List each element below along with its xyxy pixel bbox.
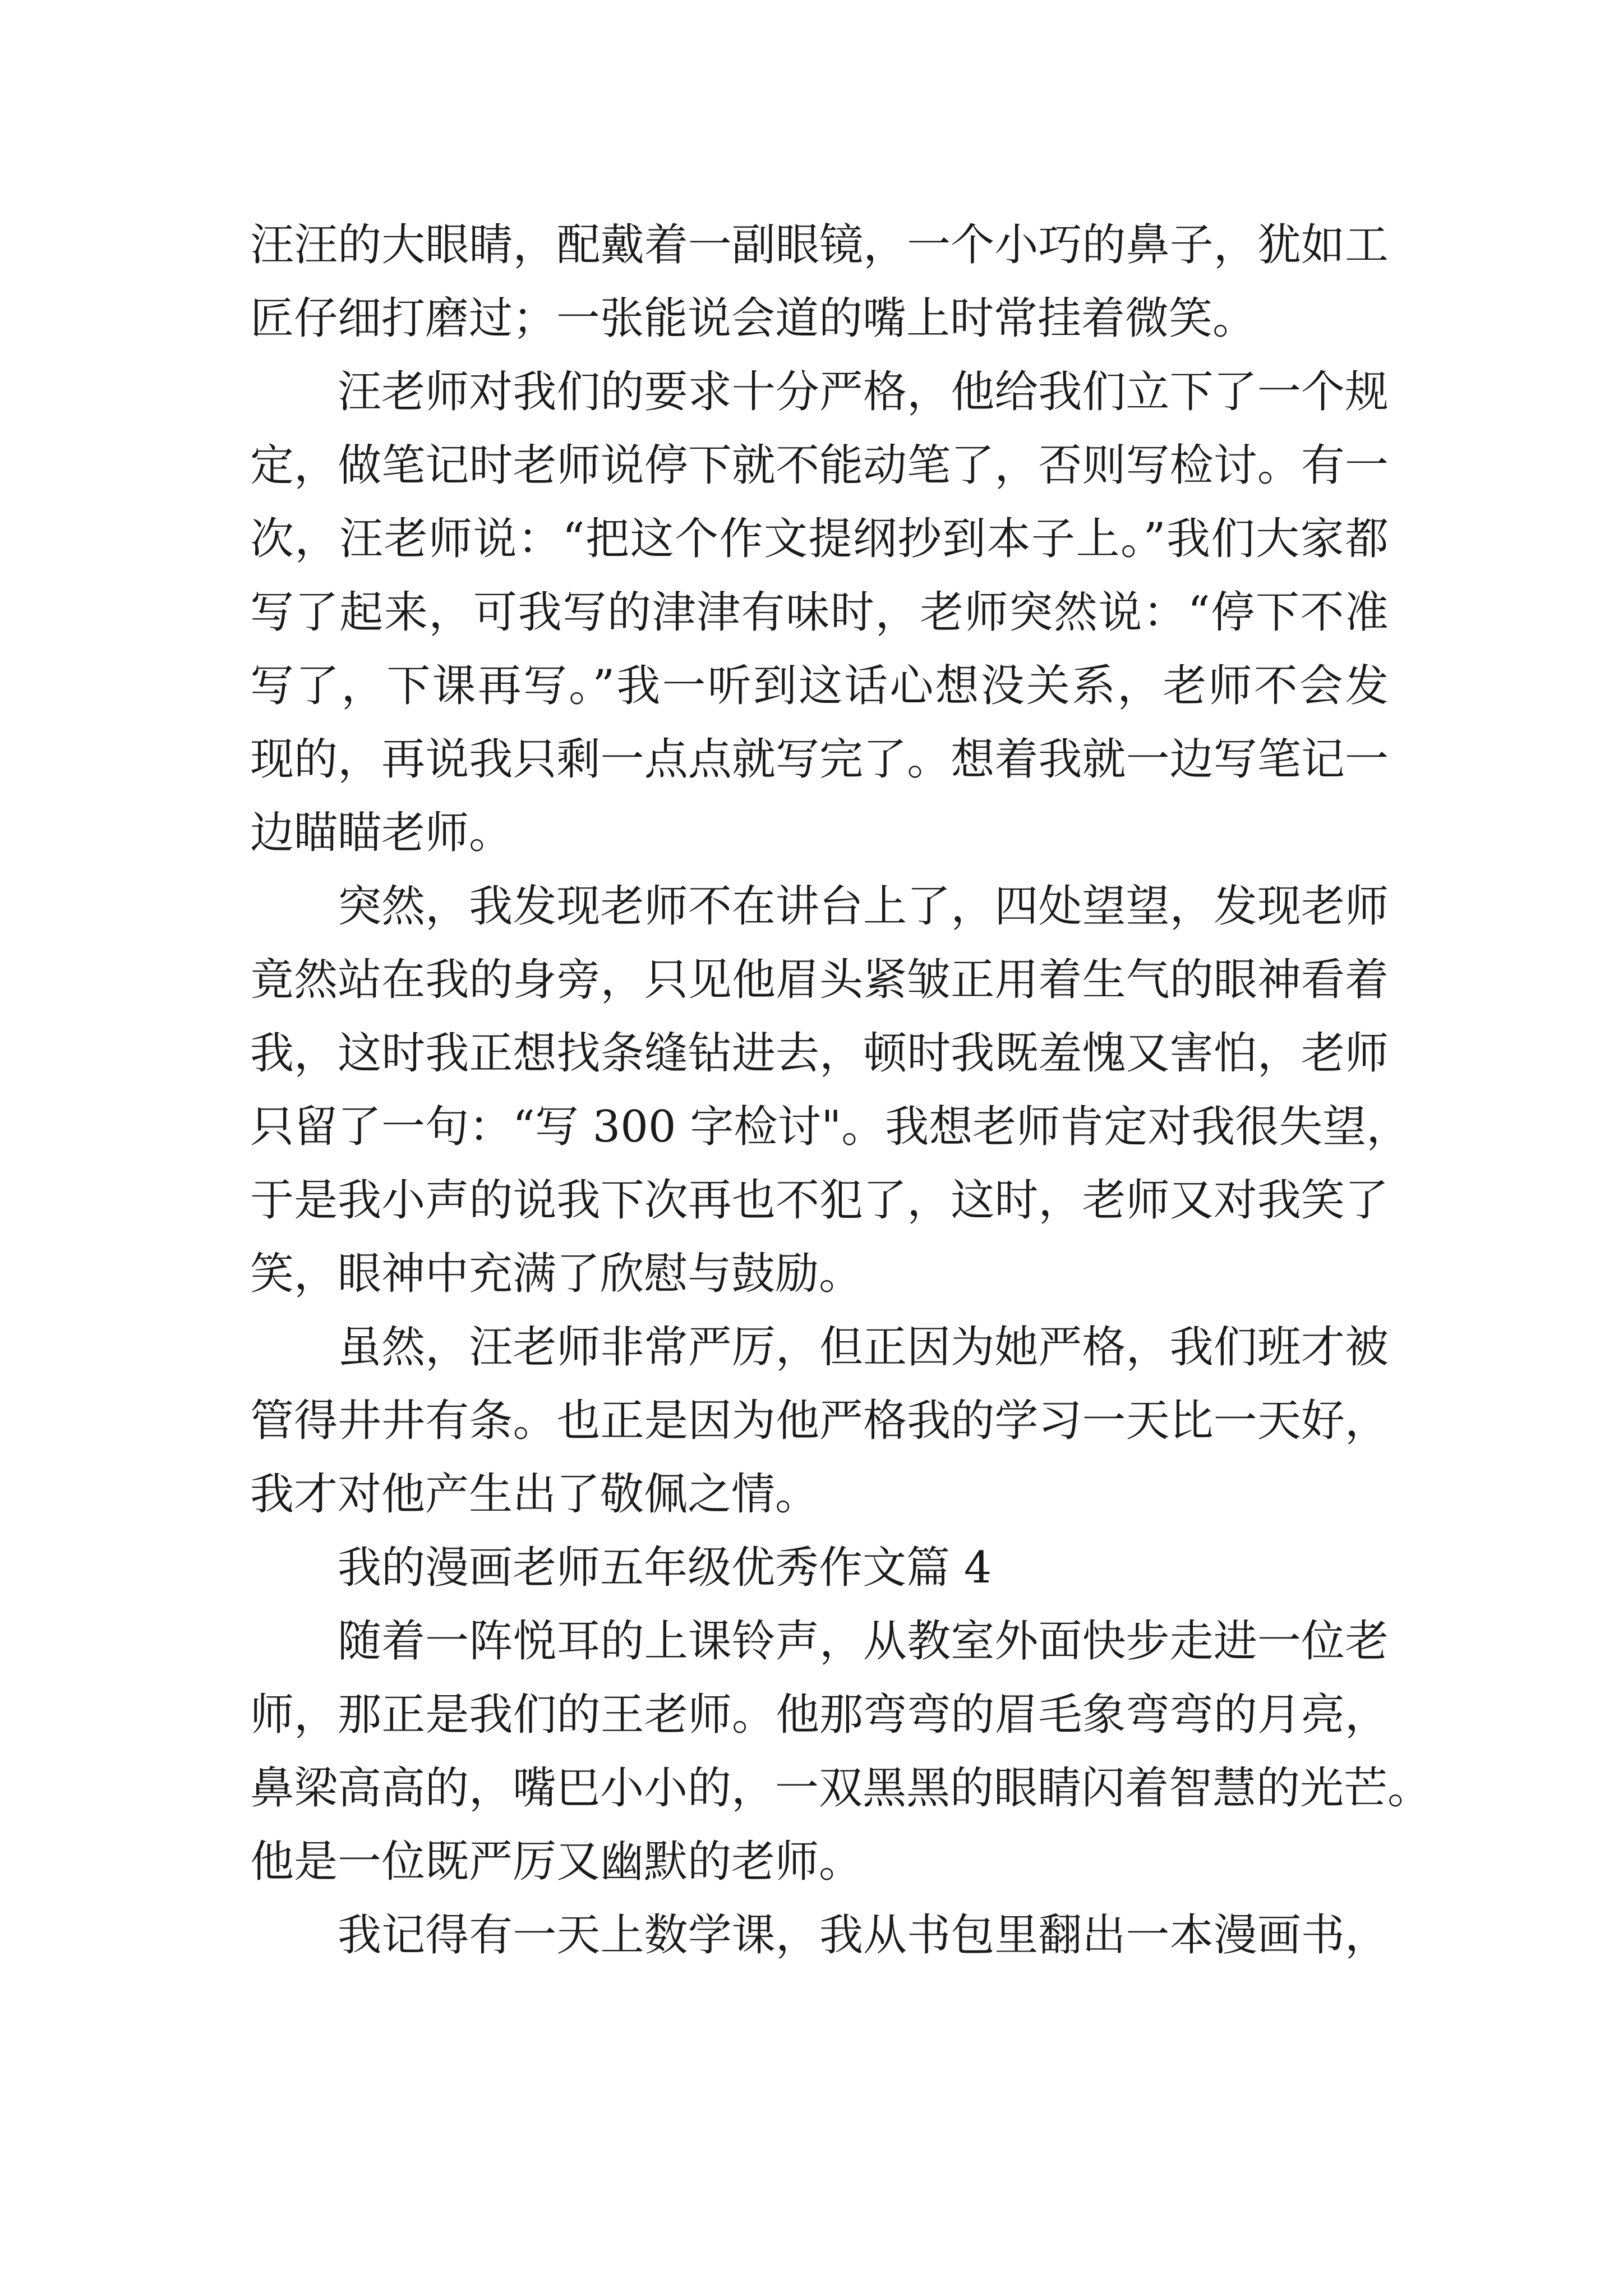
text-line: 竟然站在我的身旁，只见他眉头紧皱正用着生气的眼神看着 xyxy=(250,955,1389,1005)
text-line: 只留了一句：“写 300 字检讨"。我想老师肯定对我很失望， xyxy=(250,1102,1410,1152)
text-line: 我记得有一天上数学课，我从书包里翻出一本漫画书， xyxy=(338,1910,1389,1961)
text-line: 师，那正是我们的王老师。他那弯弯的眉毛象弯弯的月亮， xyxy=(250,1690,1389,1740)
text-line: 现的，再说我只剩一点点就写完了。想着我就一边写笔记一 xyxy=(250,734,1389,785)
text-line: 于是我小声的说我下次再也不犯了，这时，老师又对我笑了 xyxy=(250,1175,1389,1226)
text-line: 他是一位既严厉又幽默的老师。 xyxy=(250,1837,863,1887)
text-line: 汪汪的大眼睛，配戴着一副眼镜，一个小巧的鼻子，犹如工 xyxy=(250,220,1389,270)
text-line: 次，汪老师说：“把这个作文提纲抄到本子上。”我们大家都 xyxy=(250,514,1389,564)
text-line: 写了起来，可我写的津津有味时，老师突然说：“停下不准 xyxy=(250,587,1389,638)
text-line: 我，这时我正想找条缝钻进去，顿时我既羞愧又害怕，老师 xyxy=(250,1028,1389,1079)
text-line: 我才对他产生出了敬佩之情。 xyxy=(250,1469,819,1520)
text-line: 虽然，汪老师非常严厉，但正因为她严格，我们班才被 xyxy=(338,1322,1389,1373)
text-line: 随着一阵悦耳的上课铃声，从教室外面快步走进一位老 xyxy=(338,1616,1389,1667)
text-line: 管得井井有条。也正是因为他严格我的学习一天比一天好， xyxy=(250,1396,1389,1446)
text-line: 汪老师对我们的要求十分严格，他给我们立下了一个规 xyxy=(338,367,1389,417)
text-line: 突然，我发现老师不在讲台上了，四处望望，发现老师 xyxy=(338,881,1389,932)
text-line: 匠仔细打磨过；一张能说会道的嘴上时常挂着微笑。 xyxy=(250,293,1257,344)
text-line: 定，做笔记时老师说停下就不能动笔了，否则写检讨。有一 xyxy=(250,440,1389,491)
text-line: 鼻梁高高的，嘴巴小小的，一双黑黑的眼睛闪着智慧的光芒。 xyxy=(250,1763,1432,1814)
text-line: 笑，眼神中充满了欣慰与鼓励。 xyxy=(250,1249,863,1299)
section-heading: 我的漫画老师五年级优秀作文篇 4 xyxy=(338,1543,992,1593)
text-line: 写了，下课再写。”我一听到这话心想没关系，老师不会发 xyxy=(250,661,1389,711)
text-line: 边瞄瞄老师。 xyxy=(250,808,513,858)
body-text xyxy=(250,209,1432,1972)
